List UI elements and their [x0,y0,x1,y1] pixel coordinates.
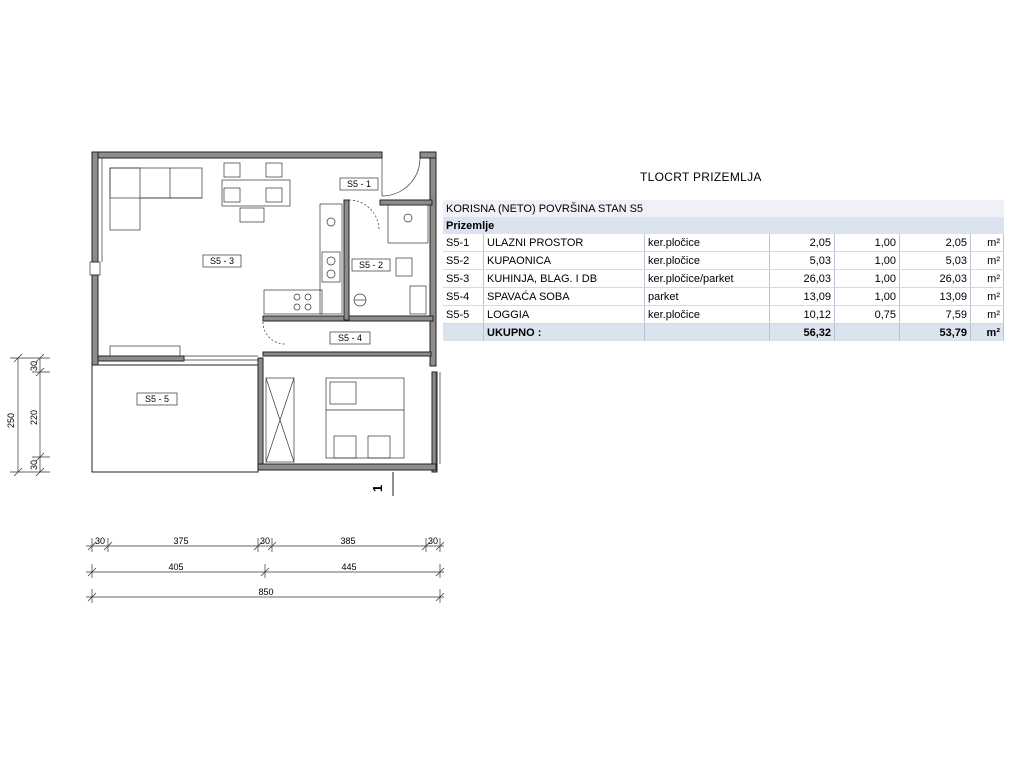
cell-net: 2,05 [900,234,971,252]
dim-row2-a: 405 [168,562,184,572]
sofa [110,168,202,230]
table-total-row [443,324,1004,342]
dim-row2-b: 445 [341,562,357,572]
cell-area: 5,03 [770,252,835,270]
cell-name: KUPAONICA [484,252,645,270]
cell-floor: ker.pločice [645,306,770,324]
area-table [443,200,1004,341]
room-label-s5-5: S5 - 5 [144,394,170,404]
dim-row1-d: 385 [340,536,356,546]
table-row [443,252,1004,270]
cell-unit: m² [971,270,1004,288]
horizontal-dimensions [86,536,444,603]
cell-coef: 1,00 [835,234,900,252]
table-section-row [443,217,1004,234]
section-marker [370,472,393,496]
cell-unit: m² [971,306,1004,324]
dim-row1-b: 375 [173,536,189,546]
cell-code: S5-1 [443,234,484,252]
table-row [443,288,1004,306]
cell-floor: ker.pločice [645,234,770,252]
cell-net: 26,03 [900,270,971,288]
dim-row1-c: 30 [259,536,271,546]
total-net: 53,79 [900,324,971,342]
vertical-dimensions [6,354,50,476]
dim-vertical-bottom: 30 [29,459,39,470]
wardrobe [266,378,294,462]
section-marker-label: 1 [370,484,385,492]
cell-code: S5-3 [443,270,484,288]
cell-coef: 0,75 [835,306,900,324]
walls [92,152,437,472]
cell-area: 13,09 [770,288,835,306]
cell-code: S5-2 [443,252,484,270]
plan-title: TLOCRT PRIZEMLJA [640,170,762,184]
cell-unit: m² [971,288,1004,306]
cell-area: 26,03 [770,270,835,288]
cell-floor: ker.pločice/parket [645,270,770,288]
dim-row3-total: 850 [258,587,274,597]
cell-code: S5-5 [443,306,484,324]
cell-name: SPAVAĆA SOBA [484,288,645,306]
cell-coef: 1,00 [835,252,900,270]
loggia-bench [110,346,180,356]
dim-vertical-top: 30 [29,360,39,371]
cell-name: ULAZNI PROSTOR [484,234,645,252]
cell-unit: m² [971,234,1004,252]
table-row [443,234,1004,252]
cell-name: LOGGIA [484,306,645,324]
room-label-s5-2: S5 - 2 [358,260,384,270]
room-label-s5-4: S5 - 4 [337,333,363,343]
room-label-s5-1: S5 - 1 [346,179,372,189]
dim-vertical-mid: 220 [29,409,39,425]
cell-net: 7,59 [900,306,971,324]
cell-code: S5-4 [443,288,484,306]
cell-net: 13,09 [900,288,971,306]
cell-name: KUHINJA, BLAG. I DB [484,270,645,288]
kitchen-counter [264,204,342,314]
room-label-s5-3: S5 - 3 [209,256,235,266]
cell-floor: parket [645,288,770,306]
table-row [443,306,1004,324]
bed [326,378,404,458]
dining-table [222,163,290,222]
total-area: 56,32 [770,324,835,342]
total-unit: m² [971,324,1004,342]
total-label: UKUPNO : [484,324,645,342]
table-header: KORISNA (NETO) POVRŠINA STAN S5 [443,200,1004,217]
cell-floor: ker.pločice [645,252,770,270]
dim-vertical-total: 250 [6,412,16,428]
cell-net: 5,03 [900,252,971,270]
loggia-outline [92,365,258,472]
table-header-row [443,200,1004,217]
table-section: Prizemlje [443,217,1004,234]
cell-area: 2,05 [770,234,835,252]
table-row [443,270,1004,288]
cell-unit: m² [971,252,1004,270]
dim-row1-a: 30 [94,536,106,546]
cell-area: 10,12 [770,306,835,324]
cell-coef: 1,00 [835,270,900,288]
dim-row1-e: 30 [427,536,439,546]
cell-coef: 1,00 [835,288,900,306]
